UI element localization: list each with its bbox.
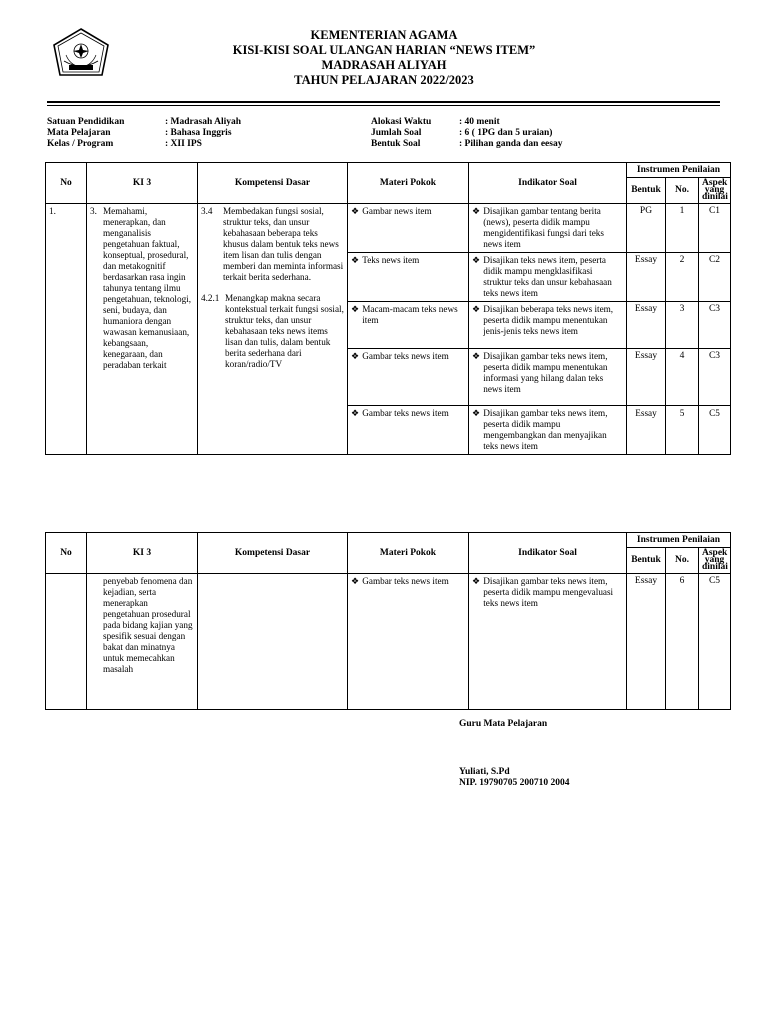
header-no: No [46,533,87,574]
bullet-icon: ❖ [472,255,481,265]
indikator-cell [469,204,627,253]
academic-year: TAHUN PELAJARAN 2022/2023 [294,73,474,87]
ministry-title: KEMENTERIAN AGAMA [310,28,458,42]
header-aspek: Aspek yang dinilai [699,178,731,204]
bullet-icon: ❖ [351,206,360,216]
bentuk-cell: Essay [627,302,666,349]
materi-text: Gambar teks news item [362,408,449,418]
indikator-text: Disajikan gambar teks news item, peserta didik mampu mengembangkan dan menyajikan teks news item [483,408,608,451]
indikator-cell [469,349,627,406]
indikator-cell [469,302,627,349]
info-value-mapel: : Bahasa Inggris [165,128,232,138]
kd-number: 4.2.1 [201,293,220,303]
ki-number: 3. [90,206,97,216]
aspek-cell: C5 [699,406,731,455]
teacher-nip: NIP. 19790705 200710 2004 [459,778,570,788]
nomor-cell: 4 [666,349,699,406]
indikator-text: Disajikan teks news item, peserta didik mampu mengklasifikasi struktur teks dan unsur kebahasaan teks news item [483,255,612,298]
materi-cell [348,253,469,302]
indikator-text: Disajikan gambar tentang berita (news), peserta didik mampu mengidentifikasi fungsi dari teks news item [483,206,604,249]
header-kd: Kompetensi Dasar [198,163,348,204]
kd-cell [198,574,348,710]
bullet-icon: ❖ [351,304,360,314]
kd-number: 3.4 [201,206,213,216]
nomor-cell: 6 [666,574,699,710]
signature-title: Guru Mata Pelajaran [459,719,548,729]
materi-text: Gambar teks news item [362,576,449,586]
school-name: MADRASAH ALIYAH [321,58,447,72]
info-value-alokasi: : 40 menit [459,117,500,127]
aspek-cell: C3 [699,302,731,349]
header-aspek: Aspek yang dinilai [699,548,731,574]
kisi-table-page2 [45,532,731,710]
header-divider [47,101,720,103]
materi-cell [348,406,469,455]
info-label-bentuk: Bentuk Soal [371,139,421,149]
info-value-satuan: : Madrasah Aliyah [165,117,242,127]
bullet-icon: ❖ [472,304,481,314]
header-indikator: Indikator Soal [469,163,627,204]
header-nomor: No. [666,178,699,204]
info-label-satuan: Satuan Pendidikan [47,117,125,127]
header-bentuk: Bentuk [627,548,666,574]
aspek-cell: C1 [699,204,731,253]
bentuk-cell: PG [627,204,666,253]
teacher-name: Yuliati, S.Pd [459,767,510,777]
header-ki: KI 3 [87,533,198,574]
bentuk-cell: Essay [627,574,666,710]
header-divider-thin [47,105,720,106]
nomor-cell: 5 [666,406,699,455]
document-title: KISI-KISI SOAL ULANGAN HARIAN “NEWS ITEM” [232,43,536,57]
nomor-cell: 3 [666,302,699,349]
materi-cell [348,204,469,253]
info-value-bentuk: : Pilihan ganda dan eesay [459,139,563,149]
indikator-cell [469,253,627,302]
materi-text: Gambar news item [362,206,432,216]
ki-cell [87,204,198,455]
nomor-cell: 1 [666,204,699,253]
bentuk-cell: Essay [627,253,666,302]
header-instrumen: Instrumen Penilaian [627,533,731,548]
info-value-kelas: : XII IPS [165,139,202,149]
ki-continued: penyebab fenomena dan kejadian, serta menerapkan pengetahuan prosedural pada bidang kajian yang spesifik sesuai dengan bakat dan minatnya untuk memecahkan masalah [87,574,198,710]
header-indikator: Indikator Soal [469,533,627,574]
aspek-cell: C5 [699,574,731,710]
info-label-kelas: Kelas / Program [47,139,114,149]
header-no: No [46,163,87,204]
materi-cell [348,574,469,710]
materi-cell [348,302,469,349]
bullet-icon: ❖ [472,408,481,418]
header-kd: Kompetensi Dasar [198,533,348,574]
kd-cell [198,204,348,455]
info-label-mapel: Mata Pelajaran [47,128,111,138]
indikator-text: Disajikan gambar teks news item, peserta didik mampu mengevaluasi teks news item [483,576,614,608]
kisi-table-page1 [45,162,731,455]
bentuk-cell: Essay [627,406,666,455]
row-no: 1. [46,204,87,455]
header-nomor: No. [666,548,699,574]
kemenag-emblem-icon [50,27,112,81]
info-label-alokasi: Alokasi Waktu [371,117,432,127]
info-value-jumlah: : 6 ( 1PG dan 5 uraian) [459,128,553,138]
aspek-cell: C3 [699,349,731,406]
kd-text: Membedakan fungsi sosial, struktur teks, dan unsur kebahasaan beberapa teks khusus dalam bentuk teks news item lisan dan tulis dengan memberi dan meminta informasi terkait berita sederhana. [223,206,344,282]
info-label-jumlah: Jumlah Soal [371,128,422,138]
bullet-icon: ❖ [351,576,360,586]
header-materi: Materi Pokok [348,163,469,204]
nomor-cell: 2 [666,253,699,302]
materi-text: Macam-macam teks news item [362,304,458,325]
indikator-cell [469,406,627,455]
indikator-text: Disajikan gambar teks news item, peserta didik mampu menentukan informasi yang hilang dalan teks news item [483,351,608,394]
bullet-icon: ❖ [351,351,360,361]
ki-text: Memahami, menerapkan, dan menganalisis pengetahuan faktual, konseptual, prosedural, dan metakognitif berdasarkan rasa ingin tahunya tentang ilmu pengetahuan, teknologi, seni, budaya, dan humaniora dengan wawasan kemanusiaan, kebangsaan, kenegaraan, dan peradaban terkait [103,206,192,370]
materi-cell [348,349,469,406]
bullet-icon: ❖ [351,255,360,265]
indikator-cell [469,574,627,710]
header-bentuk: Bentuk [627,178,666,204]
row-no [46,574,87,710]
header-materi: Materi Pokok [348,533,469,574]
bentuk-cell: Essay [627,349,666,406]
indikator-text: Disajikan beberapa teks news item, peserta didik mampu menentukan jenis-jenis teks news item [483,304,614,336]
aspek-cell: C2 [699,253,731,302]
header-instrumen: Instrumen Penilaian [627,163,731,178]
bullet-icon: ❖ [351,408,360,418]
header-ki: KI 3 [87,163,198,204]
kd-text: Menangkap makna secara kontekstual terkait fungsi sosial, struktur teks, dan unsur kebahasaan teks news items lisan dan tulis, dalam bentuk berita sederhana dari koran/radio/TV [225,293,344,369]
bullet-icon: ❖ [472,576,481,586]
bullet-icon: ❖ [472,206,481,216]
materi-text: Gambar teks news item [362,351,449,361]
bullet-icon: ❖ [472,351,481,361]
materi-text: Teks news item [362,255,420,265]
